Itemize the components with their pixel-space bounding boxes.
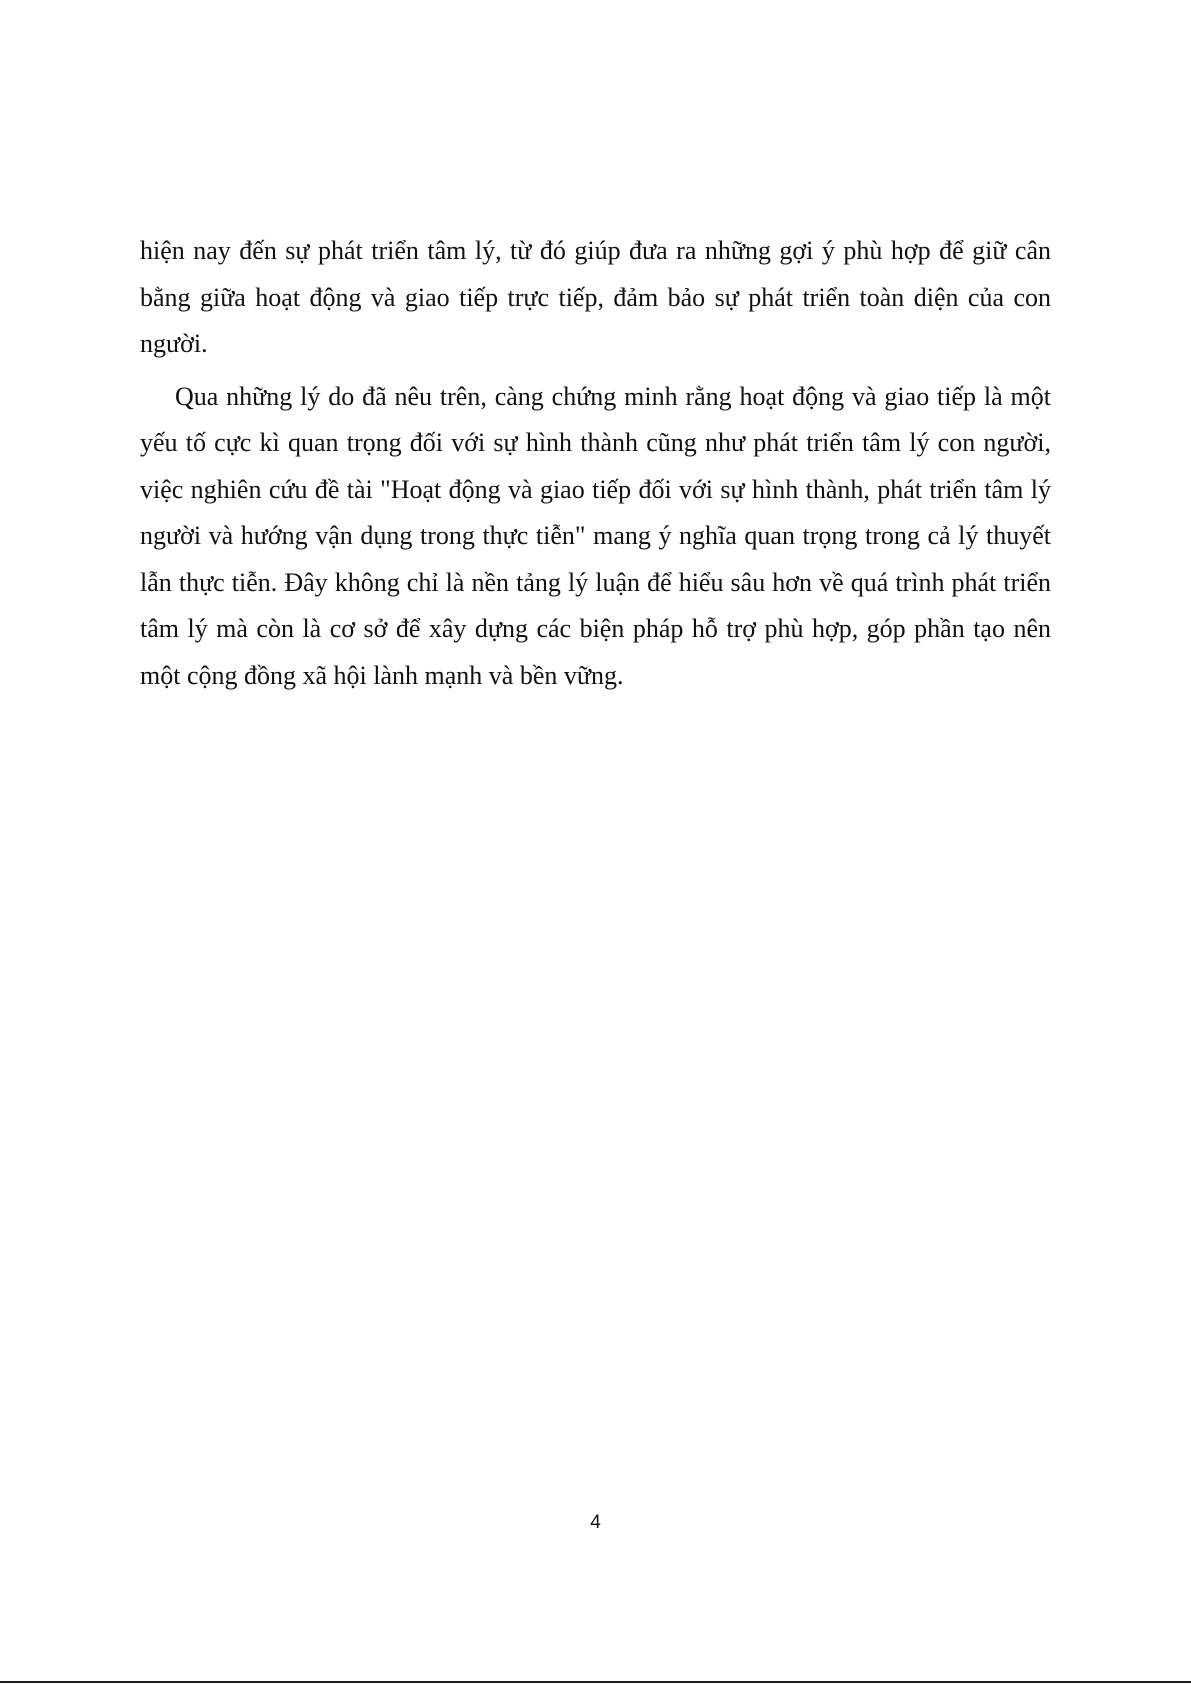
paragraph-continuation: hiện nay đến sự phát triển tâm lý, từ đó giúp đưa ra những gợi ý phù hợp để giữ cân bằng giữa hoạt động và giao tiếp trực tiếp, đảm bảo sự phát triển toàn diện của con người. xyxy=(140,236,1051,358)
page-number: 4 xyxy=(590,1512,601,1533)
bottom-divider xyxy=(0,1681,1191,1683)
body-text xyxy=(140,228,1051,699)
paragraph-rationale: Qua những lý do đã nêu trên, càng chứng minh rằng hoạt động và giao tiếp là một yếu tố cực kì quan trọng đối với sự hình thành cũng như phát triển tâm lý con người, việc nghiên cứu đề tài "Hoạt động và giao tiếp đối với sự hình thành, phát triển tâm lý người và hướng vận dụng trong thực tiễn" mang ý nghĩa quan trọng trong cả lý thuyết lẫn thực tiễn. Đây không chỉ là nền tảng lý luận để hiểu sâu hơn về quá trình phát triển tâm lý mà còn là cơ sở để xây dựng các biện pháp hỗ trợ phù hợp, góp phần tạo nên một cộng đồng xã hội lành mạnh và bền vững. xyxy=(140,381,1051,690)
